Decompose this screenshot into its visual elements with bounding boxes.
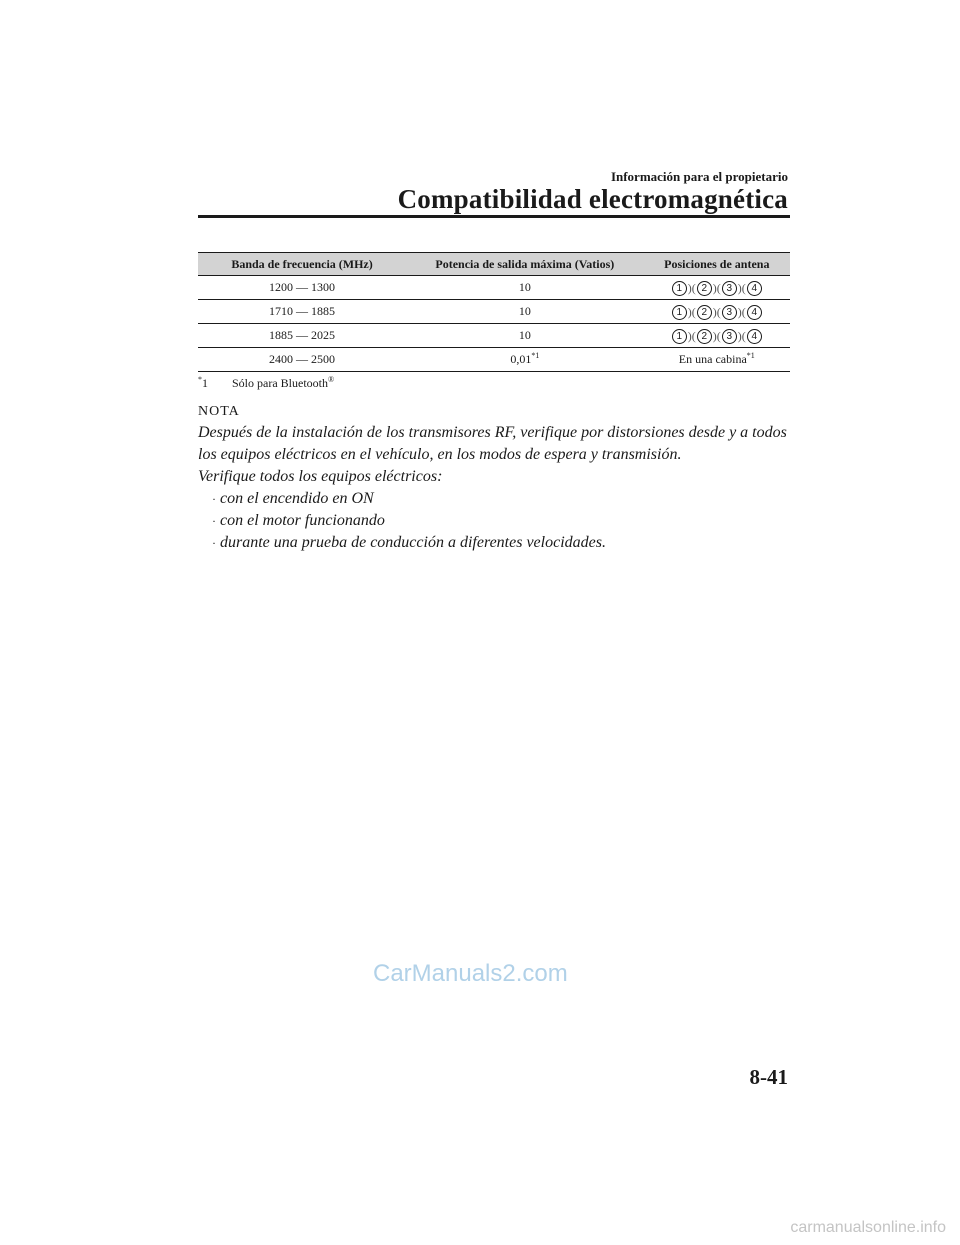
antenna-position-4-icon: 4 bbox=[747, 305, 762, 320]
note-heading: NOTA bbox=[198, 404, 240, 419]
antenna-position-4-icon: 4 bbox=[747, 329, 762, 344]
list-item bbox=[212, 510, 606, 532]
column-header-positions: Posiciones de antena bbox=[644, 253, 790, 276]
band-cell: 1710 — 1885 bbox=[198, 300, 406, 324]
section-label: Información para el propietario bbox=[610, 169, 788, 184]
antenna-position-2-icon: 2 bbox=[697, 281, 712, 296]
antenna-position-4-icon: 4 bbox=[747, 281, 762, 296]
column-header-band: Banda de frecuencia (MHz) bbox=[198, 253, 406, 276]
bullet-dot-icon: · bbox=[212, 492, 216, 506]
column-header-power: Potencia de salida máxima (Vatios) bbox=[406, 253, 643, 276]
band-cell: 2400 — 2500 bbox=[198, 348, 406, 372]
antenna-positions: 1 )( 2 )( 3 )( 4 bbox=[671, 329, 763, 344]
antenna-position-3-icon: 3 bbox=[722, 281, 737, 296]
watermark-link[interactable]: CarManuals2.com bbox=[373, 960, 568, 987]
footnote-text: Sólo para Bluetooth bbox=[232, 376, 328, 390]
note-bullet-list bbox=[212, 488, 606, 554]
table-row bbox=[198, 324, 790, 348]
note-lead: Verifique todos los equipos eléctricos: bbox=[198, 468, 443, 485]
footnote-key: 1 bbox=[202, 376, 208, 390]
page-number: 8-41 bbox=[749, 1065, 788, 1089]
power-cell: 10 bbox=[406, 300, 643, 324]
antenna-position-1-icon: 1 bbox=[672, 281, 687, 296]
page-title: Compatibilidad electromagnética bbox=[397, 184, 788, 214]
antenna-position-2-icon: 2 bbox=[697, 305, 712, 320]
antenna-position-1-icon: 1 bbox=[672, 329, 687, 344]
note-paragraph: Después de la instalación de los transmisores RF, verifique por distorsiones desde y a todos los equipos eléctricos en el vehículo, en los modos de espera y transmisión. bbox=[198, 424, 787, 463]
list-item-text: con el encendido en ON bbox=[220, 490, 374, 507]
table-row bbox=[198, 348, 790, 372]
band-cell: 1200 — 1300 bbox=[198, 276, 406, 300]
positions-cell bbox=[644, 300, 790, 324]
footnote-ref: *1 bbox=[746, 351, 755, 360]
antenna-positions: 1 )( 2 )( 3 )( 4 bbox=[671, 281, 763, 296]
power-value: 0,01 bbox=[510, 352, 532, 366]
antenna-positions: 1 )( 2 )( 3 )( 4 bbox=[671, 305, 763, 320]
antenna-position-3-icon: 3 bbox=[722, 305, 737, 320]
band-cell: 1885 — 2025 bbox=[198, 324, 406, 348]
positions-cell bbox=[644, 324, 790, 348]
list-item-text: durante una prueba de conducción a diferentes velocidades. bbox=[220, 534, 606, 551]
positions-cell bbox=[644, 276, 790, 300]
table-row bbox=[198, 276, 790, 300]
note-body bbox=[198, 422, 798, 488]
bullet-dot-icon: · bbox=[212, 514, 216, 528]
positions-text: En una cabina bbox=[678, 352, 747, 366]
table-footnote bbox=[198, 376, 334, 391]
bullet-dot-icon: · bbox=[212, 536, 216, 550]
power-cell: 10 bbox=[406, 324, 643, 348]
power-cell bbox=[406, 348, 643, 372]
positions-cell bbox=[644, 348, 790, 372]
list-item bbox=[212, 532, 606, 554]
footnote-ref: *1 bbox=[531, 351, 540, 360]
antenna-position-3-icon: 3 bbox=[722, 329, 737, 344]
list-item bbox=[212, 488, 606, 510]
antenna-position-1-icon: 1 bbox=[672, 305, 687, 320]
table-row bbox=[198, 300, 790, 324]
registered-mark: ® bbox=[328, 375, 335, 384]
footnote-mark: * bbox=[198, 375, 202, 384]
frequency-table bbox=[198, 252, 790, 372]
antenna-position-2-icon: 2 bbox=[697, 329, 712, 344]
power-cell: 10 bbox=[406, 276, 643, 300]
table-header-row bbox=[198, 253, 790, 276]
list-item-text: con el motor funcionando bbox=[220, 512, 385, 529]
header-divider bbox=[198, 215, 790, 218]
site-footer-link[interactable]: carmanualsonline.info bbox=[790, 1219, 946, 1236]
